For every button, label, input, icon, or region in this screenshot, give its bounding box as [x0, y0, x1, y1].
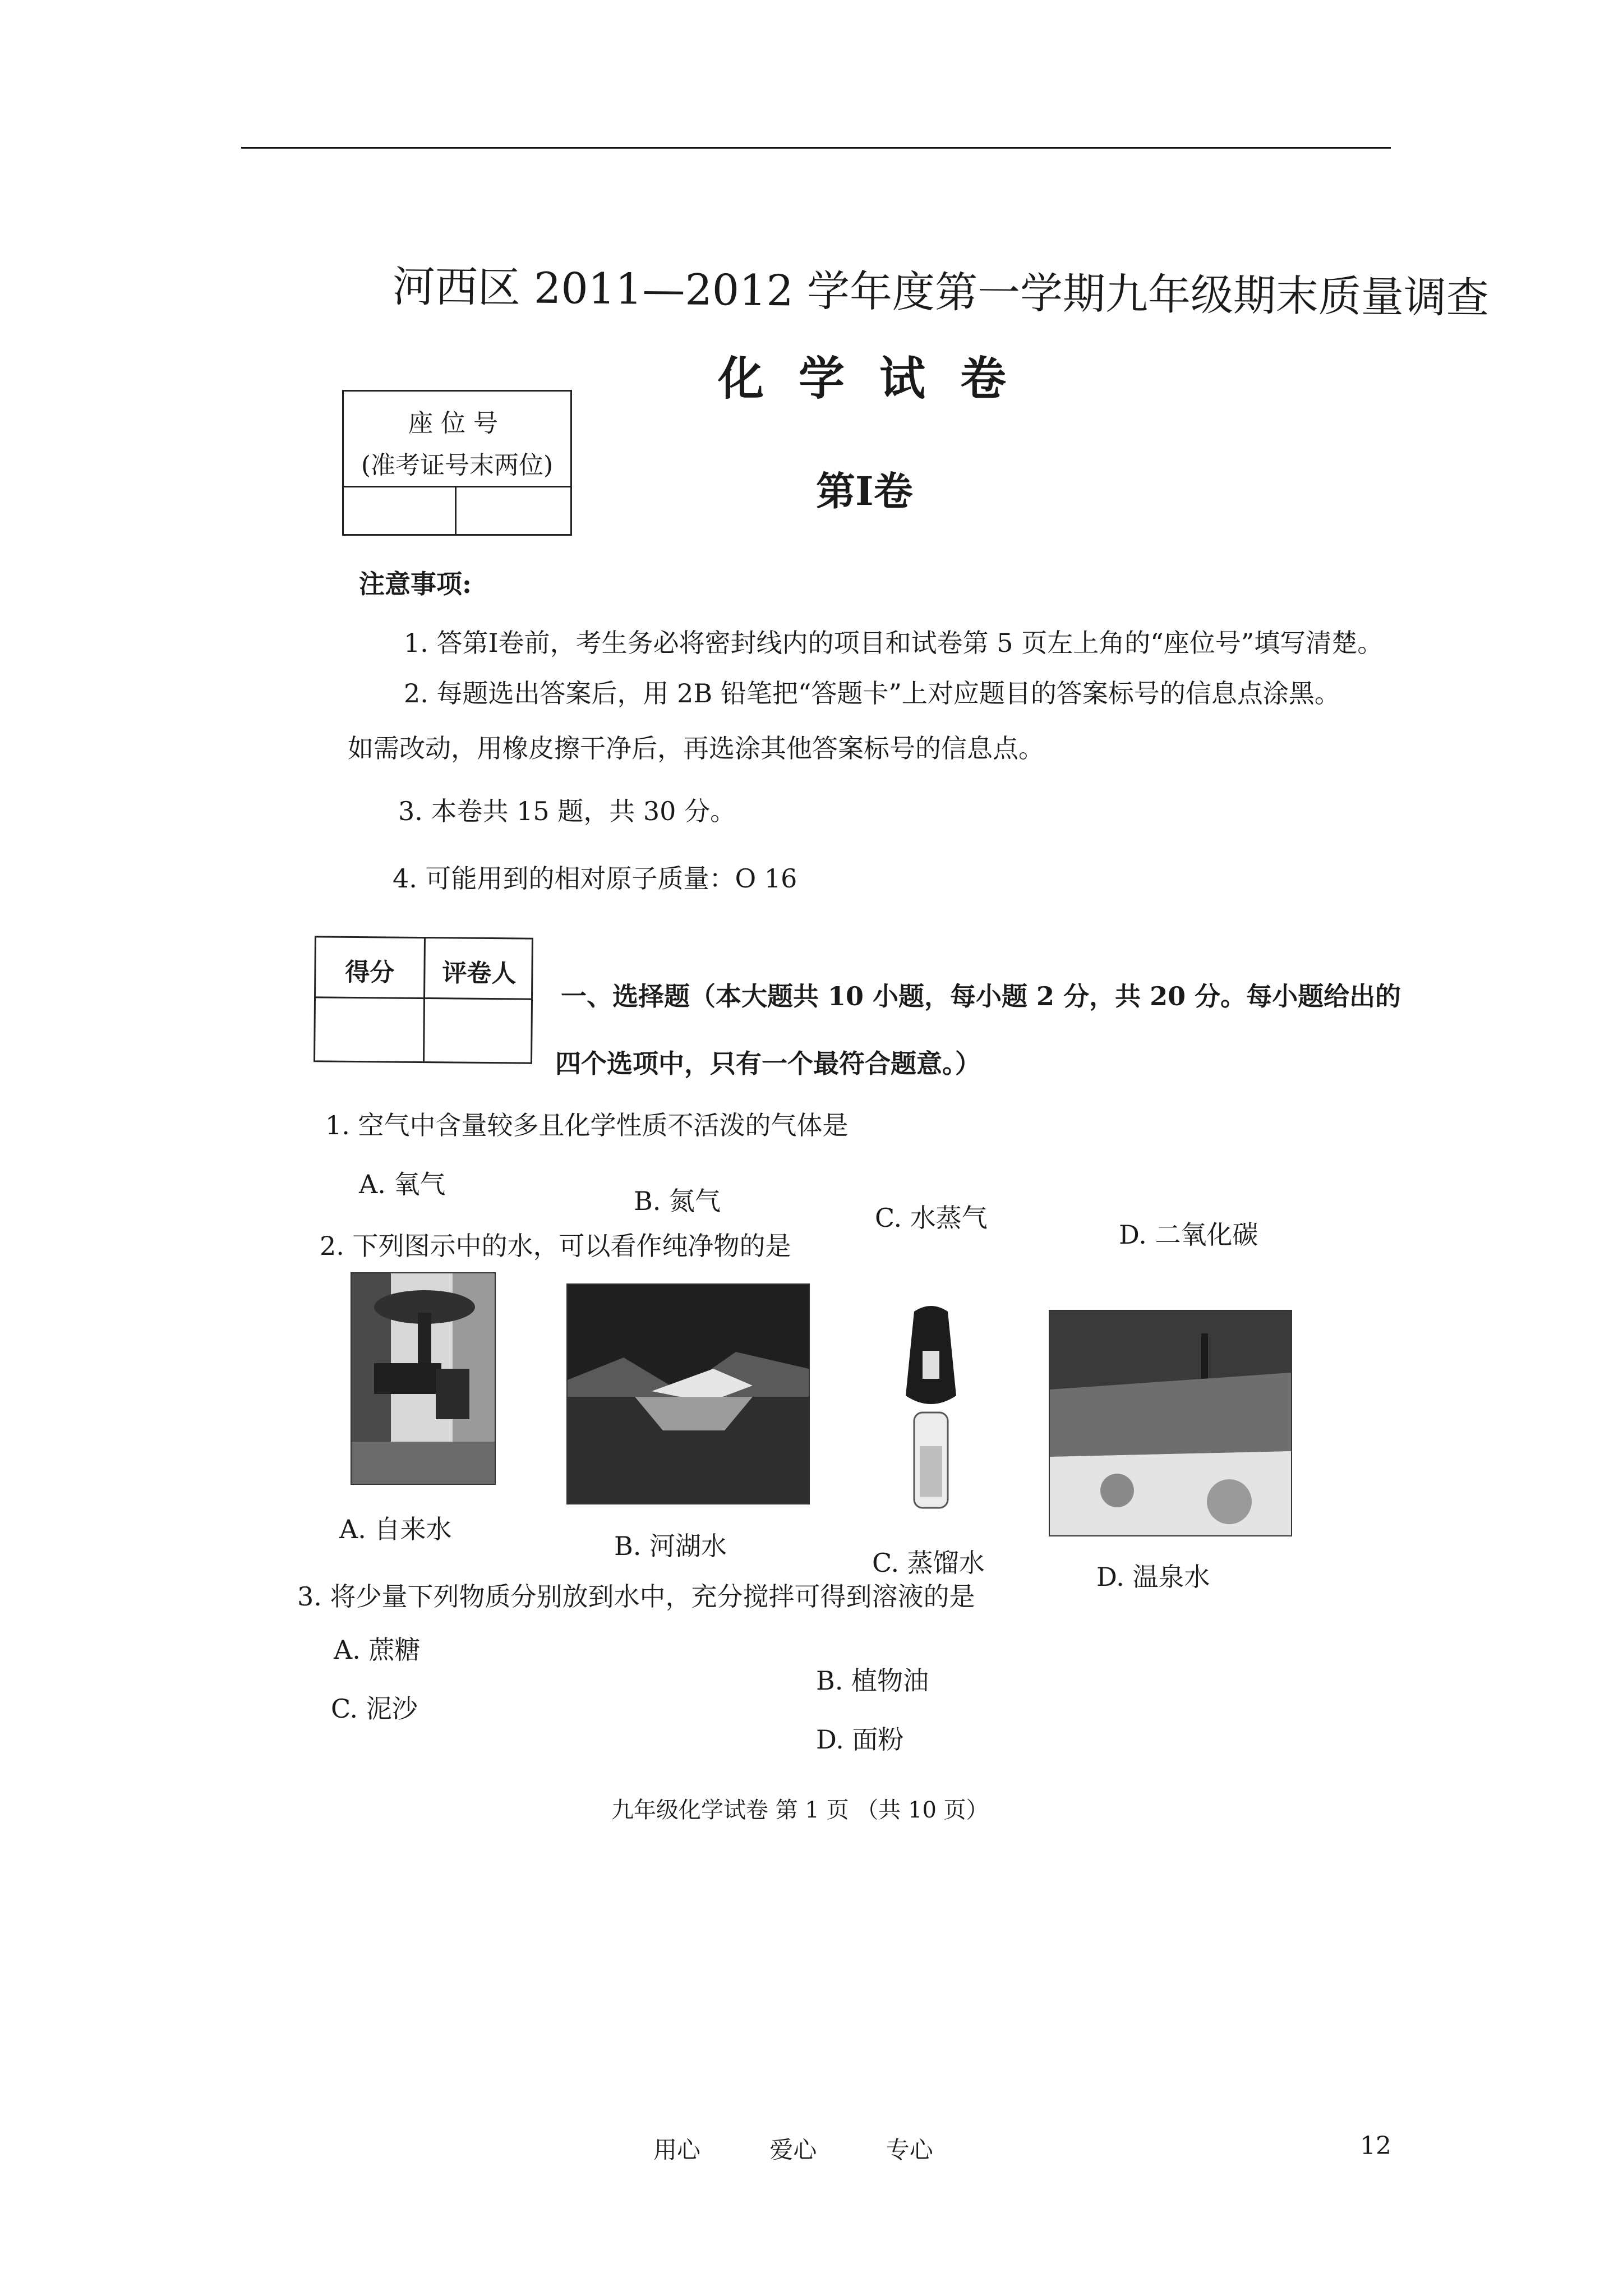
motto-item: 专心	[886, 2136, 933, 2164]
exam-title: 河西区 2011—2012 学年度第一学期九年级期末质量调查	[392, 261, 1490, 323]
question-1-option-b: B. 氮气	[634, 1186, 721, 1216]
question-2-option-c: C. 蒸馏水	[872, 1548, 985, 1578]
section-heading-cont: 四个选项中，只有一个最符合题意。）	[555, 1048, 981, 1079]
note-item: 3. 本卷共 15 题，共 30 分。	[398, 796, 736, 826]
volume-title: 第Ⅰ卷	[816, 468, 913, 514]
question-3-option-c: C. 泥沙	[331, 1694, 418, 1724]
note-item: 1. 答第Ⅰ卷前，考生务必将密封线内的项目和试卷第 5 页左上角的“座位号”填写清楚。	[404, 628, 1384, 658]
seat-box-divider	[344, 486, 570, 487]
page-number: 12	[1360, 2132, 1391, 2160]
motto-item: 爱心	[769, 2136, 817, 2164]
grader-label: 评卷人	[442, 959, 517, 988]
question-2-option-d: D. 温泉水	[1096, 1562, 1210, 1592]
question-1-option-a: A. 氧气	[359, 1169, 446, 1199]
score-label: 得分	[345, 958, 395, 987]
question-2: 2. 下列图示中的水，可以看作纯净物的是	[320, 1231, 791, 1261]
note-item: 4. 可能用到的相对原子质量：O 16	[393, 863, 797, 894]
seat-number-box	[342, 390, 572, 536]
seat-number-hint: (准考证号末两位)	[361, 451, 554, 480]
question-1-option-c: C. 水蒸气	[875, 1203, 988, 1233]
distilled-water-photo	[889, 1300, 973, 1516]
question-1-option-d: D. 二氧化碳	[1119, 1220, 1258, 1250]
question-3-option-b: B. 植物油	[816, 1665, 929, 1696]
motto	[653, 2132, 995, 2165]
subject-title: 化学试卷	[718, 352, 1041, 406]
header-rule	[241, 147, 1391, 149]
note-item: 如需改动，用橡皮擦干净后，再选涂其他答案标号的信息点。	[348, 733, 1044, 763]
question-3-option-d: D. 面粉	[816, 1724, 904, 1755]
lake-water-photo	[566, 1283, 810, 1504]
seat-number-label: 座位号	[408, 409, 506, 438]
seat-box-cell-divider	[455, 486, 457, 534]
motto-item: 用心	[653, 2136, 701, 2164]
question-3-option-a: A. 蔗糖	[334, 1635, 421, 1665]
hot-spring-photo	[1049, 1310, 1292, 1536]
question-2-option-a: A. 自来水	[339, 1514, 452, 1544]
question-3: 3. 将少量下列物质分别放到水中，充分搅拌可得到溶液的是	[297, 1581, 975, 1612]
score-box	[313, 936, 533, 1064]
question-1: 1. 空气中含量较多且化学性质不活泼的气体是	[325, 1110, 849, 1140]
question-2-option-b: B. 河湖水	[614, 1531, 727, 1561]
note-item: 2. 每题选出答案后，用 2B 铅笔把“答题卡”上对应题目的答案标号的信息点涂黑。	[404, 678, 1340, 708]
section-heading: 一、选择题（本大题共 10 小题，每小题 2 分，共 20 分。每小题给出的	[561, 981, 1401, 1011]
exam-page-info: 九年级化学试卷 第 1 页 （共 10 页）	[611, 1797, 989, 1823]
notes-title: 注意事项:	[359, 569, 472, 599]
tap-water-photo	[351, 1272, 496, 1485]
score-box-cell-divider	[423, 938, 426, 1061]
